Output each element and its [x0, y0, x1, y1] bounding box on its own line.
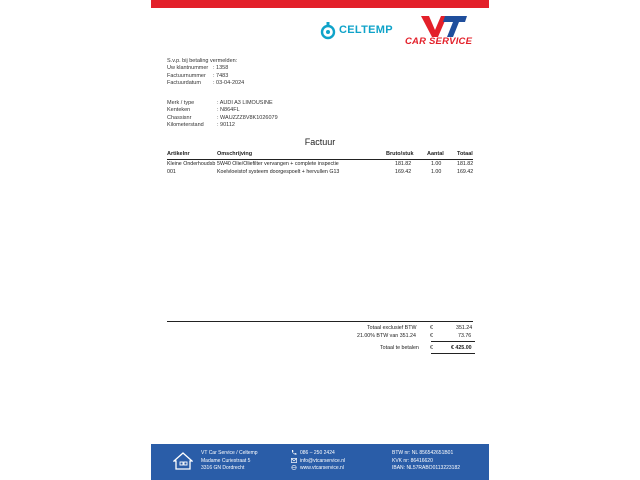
col-aantal: Aantal — [427, 151, 444, 157]
cell-totaal: 181.82 — [457, 161, 474, 167]
totals-divider — [167, 321, 473, 322]
total-due-currency: € — [430, 345, 433, 351]
total-underline — [431, 353, 475, 354]
cell-bruto: 169.42 — [395, 169, 412, 175]
celtemp-icon — [319, 22, 337, 40]
footer — [151, 444, 489, 480]
top-red-bar — [151, 0, 489, 8]
total-due-value: € 425.00 — [451, 345, 472, 351]
cell-omschrijving: Koelvloeistof systeem doorgespoelt + hervullen G13 — [217, 169, 340, 175]
vehicle-info-block — [167, 100, 278, 130]
btw-currency: € — [430, 333, 433, 339]
info-row: Factuurnummer : 7483 — [167, 72, 229, 79]
info-row: Factuurdatum : 03-04-2024 — [167, 80, 245, 87]
cell-aantal: 1.00 — [431, 161, 442, 167]
company-name: VT Car Service / Celtemp — [201, 450, 258, 456]
cell-artikel: Kleine Onderhoudsb — [167, 161, 216, 167]
invoice-title: Factuur — [304, 137, 336, 147]
payment-heading: S.v.p. bij betaling vermelden: — [167, 58, 238, 64]
btw-value: 73.76 — [458, 333, 472, 339]
footer-contact — [291, 450, 345, 473]
total-excl-value: 351.24 — [456, 325, 473, 331]
email-row[interactable]: info@vtcarservice.nl — [291, 458, 345, 466]
phone-row: 086 – 250 2424 — [291, 450, 345, 458]
kvk-number: KVK nr: 86416620 — [392, 457, 433, 464]
celtemp-text: CELTEMP — [339, 24, 393, 36]
vt-car-service-logo — [403, 14, 483, 48]
cell-aantal: 1.00 — [431, 169, 442, 175]
info-row: Merk / type : AUDI A3 LIMOUSINE — [167, 100, 273, 106]
celtemp-logo — [319, 21, 393, 41]
total-excl-currency: € — [430, 325, 433, 331]
globe-icon — [291, 465, 297, 470]
table-row — [167, 169, 473, 177]
footer-registration — [392, 450, 460, 473]
col-totaal: Totaal — [457, 151, 473, 157]
payment-reference-block — [167, 58, 244, 88]
cell-bruto: 181.82 — [395, 161, 412, 167]
btw-label: 21.00% BTW van 351.24 — [357, 333, 416, 339]
cell-omschrijving: 5W40 Olie/Oliefilter vervangen + complete inspectie — [217, 161, 339, 167]
cell-totaal: 169.42 — [457, 169, 474, 175]
total-due-label: Totaal te betalen — [380, 345, 419, 351]
col-bruto: Bruto/stuk — [386, 151, 414, 157]
info-row: Chassisnr : WAUZZZ8V8K1026079 — [167, 114, 278, 121]
col-artikelnr: Artikelnr — [167, 151, 190, 157]
table-header — [167, 151, 473, 160]
info-row: Kilometerstand : 90112 — [167, 122, 235, 129]
phone-icon — [291, 450, 297, 455]
home-icon — [173, 452, 193, 470]
total-excl-label: Totaal exclusief BTW — [367, 325, 417, 331]
invoice-page — [151, 0, 489, 480]
iban-number: IBAN: NL57RABO0113223182 — [392, 465, 461, 471]
web-row[interactable]: www.vtcarservice.nl — [291, 465, 345, 473]
footer-company — [201, 450, 258, 473]
vt-logo-mark — [419, 14, 469, 38]
table-row — [167, 161, 473, 169]
btw-number: BTW nr: NL 856542651B01 — [392, 450, 454, 456]
info-row: Uw klantnummer : 1358 — [167, 65, 229, 72]
mail-icon — [291, 458, 297, 463]
company-city: 3316 GN Dordrecht — [201, 465, 245, 471]
company-street: Madame Curiestraat 5 — [201, 457, 251, 464]
car-service-text: CAR SERVICE — [405, 36, 473, 47]
info-row: Kenteken : N864FL — [167, 107, 240, 114]
cell-artikel: 001 — [167, 169, 176, 175]
col-omschrijving: Omschrijving — [217, 151, 253, 157]
totals-separator — [431, 341, 475, 342]
